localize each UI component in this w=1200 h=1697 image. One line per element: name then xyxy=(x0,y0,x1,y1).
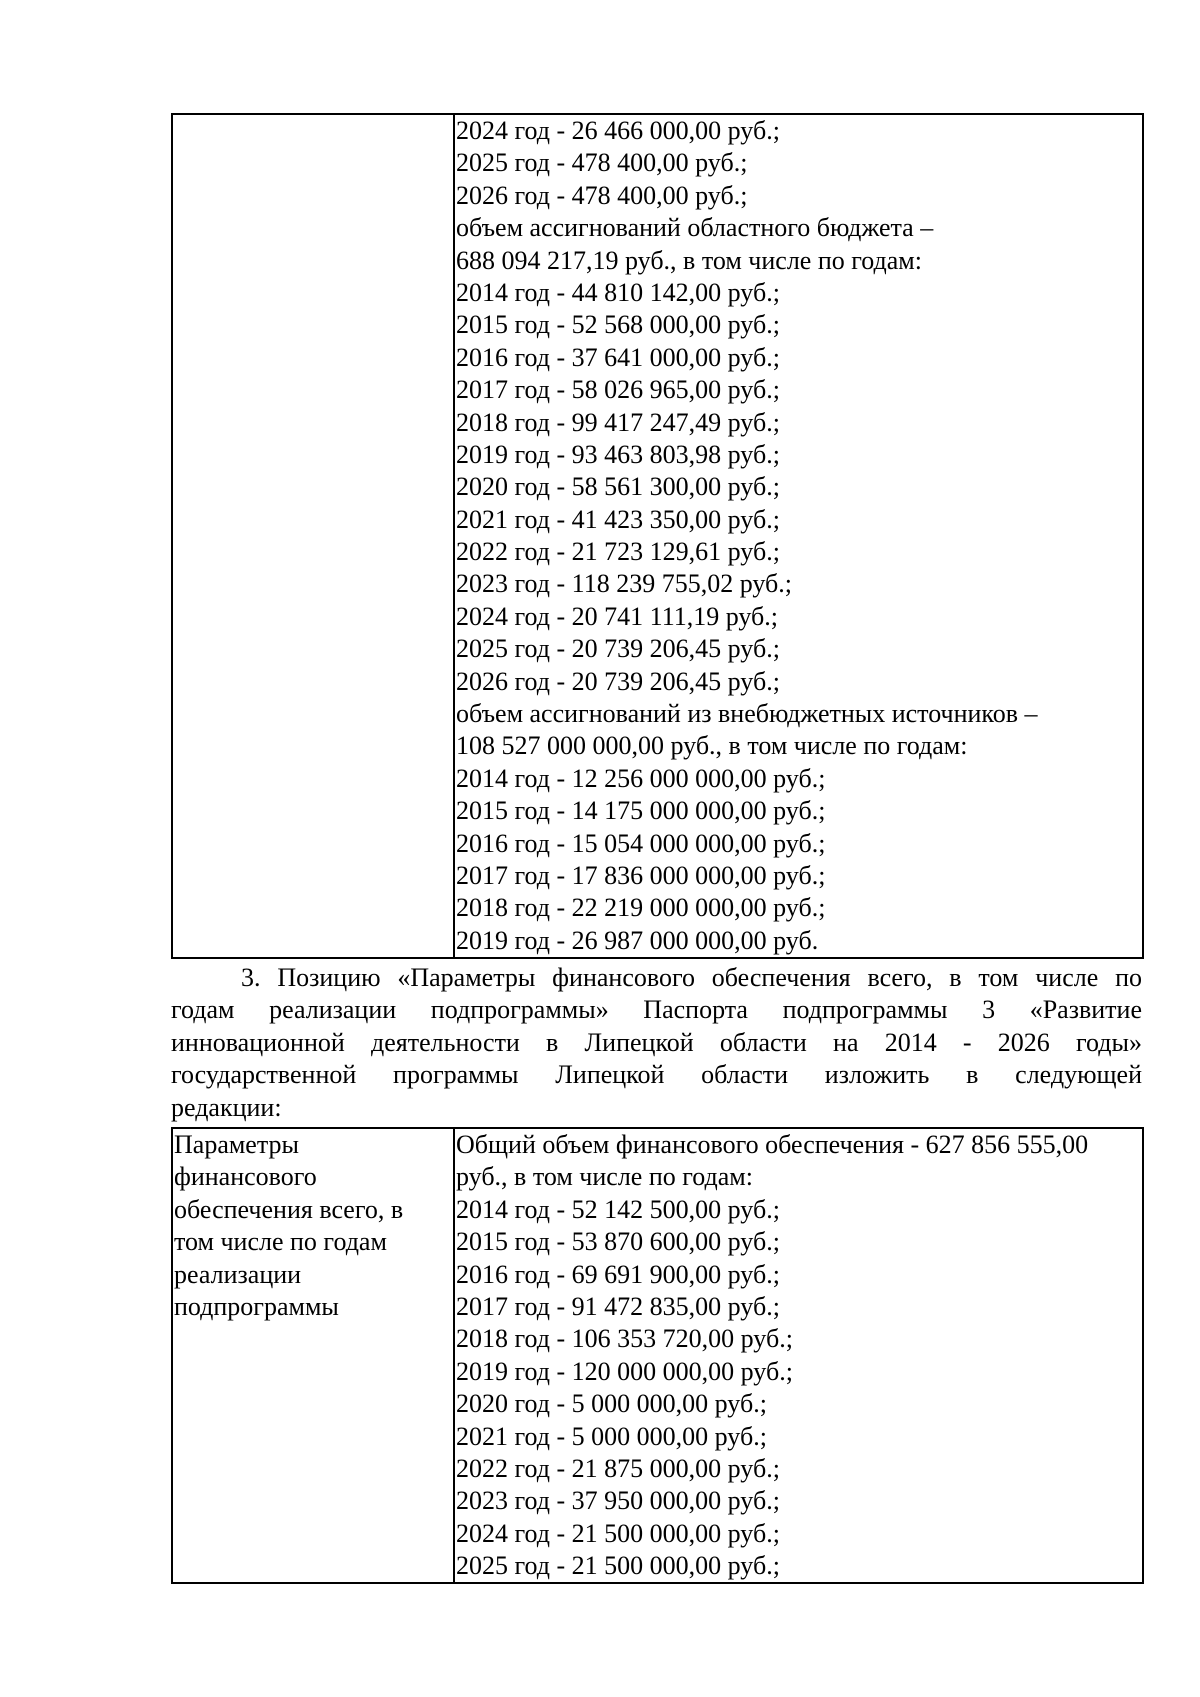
table1-line: 2018 год - 99 417 247,49 руб.; xyxy=(456,407,780,437)
table2-left-line: Параметры xyxy=(174,1130,299,1159)
paragraph-line: редакции: xyxy=(171,1092,282,1122)
table2-line: 2015 год - 53 870 600,00 руб.; xyxy=(456,1227,780,1257)
table2-line: 2016 год - 69 691 900,00 руб.; xyxy=(456,1259,780,1289)
table2-right-lines xyxy=(455,1129,1142,1582)
table1-line: 2015 год - 14 175 000 000,00 руб.; xyxy=(456,796,826,826)
table2-left-line: подпрограммы xyxy=(174,1291,339,1321)
table2-line: 2018 год - 106 353 720,00 руб.; xyxy=(456,1324,793,1354)
table1-line: 2015 год - 52 568 000,00 руб.; xyxy=(456,310,780,340)
table1-left-cell xyxy=(172,114,454,958)
table1-line: объем ассигнований из внебюджетных источников – xyxy=(456,699,1038,729)
table1-line: 2020 год - 58 561 300,00 руб.; xyxy=(456,472,780,502)
table1-line: 2024 год - 20 741 111,19 руб.; xyxy=(456,601,778,631)
table1-line: 2025 год - 20 739 206,45 руб.; xyxy=(456,634,780,664)
table1-right-lines xyxy=(455,115,1142,957)
table1-line: 2021 год - 41 423 350,00 руб.; xyxy=(456,504,780,534)
table2-left-line: финансового xyxy=(174,1162,317,1192)
table1-line: 2016 год - 37 641 000,00 руб.; xyxy=(456,342,780,372)
funding-table-continued xyxy=(171,113,1144,959)
table2-line: 2025 год - 21 500 000,00 руб.; xyxy=(456,1551,780,1581)
table1-line: 2024 год - 26 466 000,00 руб.; xyxy=(456,116,780,145)
table1-line: 2017 год - 17 836 000 000,00 руб.; xyxy=(456,860,826,890)
table2-line: 2021 год - 5 000 000,00 руб.; xyxy=(456,1421,767,1451)
table2-line: Общий объем финансового обеспечения - 627 856 555,00 xyxy=(456,1130,1089,1159)
table1-line: 688 094 217,19 руб., в том числе по годам: xyxy=(456,245,922,275)
table1-line: 2014 год - 12 256 000 000,00 руб.; xyxy=(456,763,826,793)
table2-left-line: том числе по годам xyxy=(174,1227,387,1257)
table1-line: 2023 год - 118 239 755,02 руб.; xyxy=(456,569,792,599)
table1-line: 2019 год - 93 463 803,98 руб.; xyxy=(456,439,780,469)
table1-line: 2014 год - 44 810 142,00 руб.; xyxy=(456,277,780,307)
table1-line: 108 527 000 000,00 руб., в том числе по годам: xyxy=(456,731,968,761)
table-row xyxy=(172,114,1143,958)
table2-left-lines xyxy=(173,1129,453,1323)
table2-left-line: реализации xyxy=(174,1259,302,1289)
table2-left-line: обеспечения всего, в xyxy=(174,1194,404,1224)
table2-left-cell xyxy=(172,1128,454,1583)
table2-line: 2020 год - 5 000 000,00 руб.; xyxy=(456,1389,767,1419)
paragraph-line: инновационной деятельности в Липецкой области на 2014 - 2026 годы» xyxy=(171,1027,1142,1057)
table-row xyxy=(172,1128,1143,1583)
table2-line: руб., в том числе по годам: xyxy=(456,1162,753,1192)
table2-line: 2023 год - 37 950 000,00 руб.; xyxy=(456,1486,780,1516)
table1-line: 2025 год - 478 400,00 руб.; xyxy=(456,148,748,178)
paragraph-line: государственной программы Липецкой области изложить в следующей xyxy=(171,1060,1142,1090)
table1-right-cell xyxy=(454,114,1143,958)
amendment-paragraph xyxy=(171,962,1142,1124)
paragraph-line: 3. Позицию «Параметры финансового обеспечения всего, в том числе по xyxy=(241,963,1142,992)
table1-line: 2026 год - 478 400,00 руб.; xyxy=(456,180,748,210)
table2-line: 2014 год - 52 142 500,00 руб.; xyxy=(456,1194,780,1224)
funding-parameters-table xyxy=(171,1127,1144,1584)
table1-line: 2018 год - 22 219 000 000,00 руб.; xyxy=(456,893,826,923)
table1-line: 2017 год - 58 026 965,00 руб.; xyxy=(456,375,780,405)
table1-line: объем ассигнований областного бюджета – xyxy=(456,213,934,243)
table2-line: 2024 год - 21 500 000,00 руб.; xyxy=(456,1518,780,1548)
table1-line: 2022 год - 21 723 129,61 руб.; xyxy=(456,537,780,567)
paragraph-line: годам реализации подпрограммы» Паспорта подпрограммы 3 «Развитие xyxy=(171,995,1142,1025)
table2-right-cell xyxy=(454,1128,1143,1583)
table2-line: 2019 год - 120 000 000,00 руб.; xyxy=(456,1356,793,1386)
table1-line: 2016 год - 15 054 000 000,00 руб.; xyxy=(456,828,826,858)
table1-line: 2019 год - 26 987 000 000,00 руб. xyxy=(456,925,819,955)
table1-line: 2026 год - 20 739 206,45 руб.; xyxy=(456,666,780,696)
table2-line: 2022 год - 21 875 000,00 руб.; xyxy=(456,1453,780,1483)
table2-line: 2017 год - 91 472 835,00 руб.; xyxy=(456,1291,780,1321)
